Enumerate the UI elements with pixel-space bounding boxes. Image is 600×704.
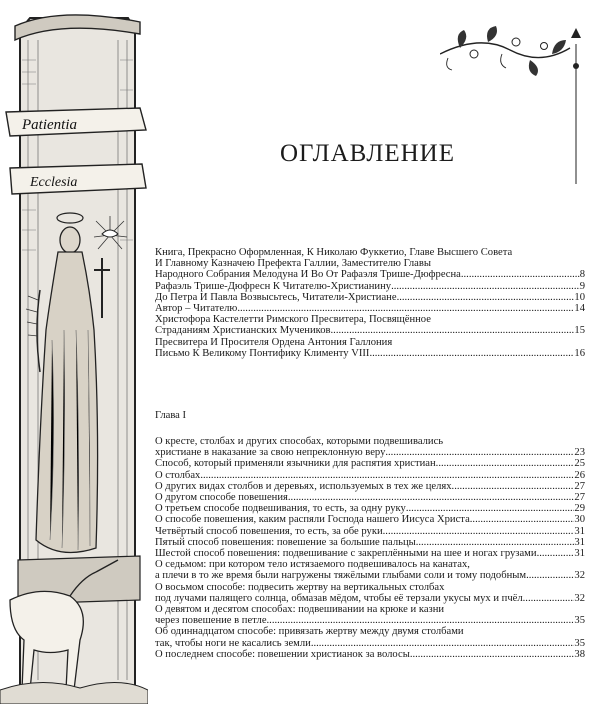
toc-entry[interactable] (155, 337, 585, 359)
toc-page-number: 32 (574, 570, 585, 582)
toc-entry[interactable] (155, 514, 585, 525)
toc-entry-line: Четвёртый способ повешения, то есть, за обе руки (155, 525, 383, 537)
toc-page-number: 16 (574, 347, 585, 359)
toc-entry-line: так, чтобы ноги не касались земли (155, 637, 311, 649)
toc-page-number: 27 (574, 492, 585, 504)
toc-page-number: 29 (574, 503, 585, 515)
toc-page-number: 31 (574, 525, 585, 537)
toc-entry[interactable] (155, 458, 585, 469)
toc-entry[interactable] (155, 436, 585, 458)
toc-entry-line: Пресвитера И Просителя Ордена Антония Галлония (155, 336, 393, 348)
toc-entry-line: христиане в наказание за свою непреклонную веру (155, 447, 386, 459)
toc-entry-line: Христофора Кастелетти Римского Пресвитера, Посвящённое (155, 314, 431, 326)
banner-bottom-text: Ecclesia (30, 175, 78, 190)
toc-entry-line: О другом способе повешения (155, 492, 288, 504)
toc-entry-line: Рафаэль Трише-Дюфресн К Читателю-Христианину (155, 280, 392, 292)
toc-entry[interactable] (155, 537, 585, 548)
front-matter-list (155, 247, 585, 359)
toc-entry[interactable] (155, 503, 585, 514)
toc-entry-line: О других видах столбов и деревьях, используемых в тех же целях (155, 480, 452, 492)
toc-entry-line: Шестой способ повешения: подвешивание с закреплёнными на шее и ногах грузами (155, 548, 537, 560)
toc-entry-line: Страданиям Христианских Мучеников (155, 325, 331, 337)
toc-entry-line: Народного Собрания Мелодуна И Во От Рафаэля Трише-Дюфресна (155, 269, 461, 281)
toc-page-number: 31 (574, 536, 585, 548)
toc-page-number: 35 (574, 615, 585, 627)
toc-entry[interactable] (155, 492, 585, 503)
toc-entry-line: О способе повешения, каким распяли Господа нашего Иисуса Христа (155, 514, 470, 526)
chapter-heading: Глава I (155, 410, 187, 421)
toc-entry-line: под лучами палящего солнца, обмазав мёдом, чтобы её терзали укусы мух и пчёл (155, 592, 523, 604)
toc-entry-line: И Главному Казначею Префекта Галлии, Заместителю Главы (155, 258, 432, 270)
toc-entry-line: Письмо К Великому Понтифику Клименту VIII (155, 347, 370, 359)
toc-entry[interactable] (155, 649, 585, 660)
toc-page-number: 25 (574, 458, 585, 470)
toc-entry-line: Пятый способ повешения: повешение за большие пальцы (155, 536, 416, 548)
toc-entry[interactable] (155, 470, 585, 481)
toc-entry[interactable] (155, 303, 585, 314)
toc-page-number: 35 (574, 637, 585, 649)
toc-page-number: 8 (579, 269, 585, 281)
toc-entry-line: Книга, Прекрасно Оформленная, К Николаю Фуккетио, Главе Высшего Совета (155, 247, 513, 258)
toc-page-number: 15 (574, 325, 585, 337)
chapter-entries-list (155, 436, 585, 660)
toc-entry-line: О девятом и десятом способах: подвешивании на крюке и казни (155, 604, 445, 616)
toc-page-number: 32 (574, 592, 585, 604)
toc-entry[interactable] (155, 559, 585, 581)
toc-entry[interactable] (155, 526, 585, 537)
toc-entry-line: О столбах (155, 469, 201, 481)
toc-page-number: 10 (574, 291, 585, 303)
toc-page-number: 30 (574, 514, 585, 526)
floral-ornament (440, 24, 588, 192)
toc-entry[interactable] (155, 626, 585, 648)
toc-page-number: 23 (574, 447, 585, 459)
toc-entry-line: О третьем способе подвешивания, то есть, за одну руку (155, 503, 406, 515)
toc-entry-line: Способ, который применяли язычники для распятия христиан (155, 458, 436, 470)
toc-entry-line: а плечи в то же время были нагружены тяжёлыми глыбами соли и тому подобным (155, 570, 527, 582)
toc-entry-line: О последнем способе: повешении христианок за волосы (155, 648, 410, 660)
toc-entry[interactable] (155, 247, 585, 281)
toc-entry[interactable] (155, 314, 585, 336)
toc-entry-line: О седьмом: при котором тело истязаемого подвешивалось на канатах, (155, 559, 470, 571)
toc-page-number: 14 (574, 303, 585, 315)
toc-entry-line: До Петра И Павла Возвысьтесь, Читатели-Христиане (155, 291, 397, 303)
engraving-illustration (0, 0, 148, 704)
toc-page-number: 26 (574, 469, 585, 481)
banner-top-text: Patientia (22, 117, 77, 133)
toc-entry-line: Об одиннадцатом способе: привязать жертву между двумя столбами (155, 626, 464, 638)
toc-entry[interactable] (155, 604, 585, 626)
toc-entry-line: О кресте, столбах и других способах, которыми подвешивались (155, 436, 444, 447)
toc-entry-line: через повешение в петле (155, 615, 267, 627)
toc-page-number: 31 (574, 548, 585, 560)
toc-entry-line: Автор – Читателю (155, 303, 238, 315)
toc-page-number: 9 (579, 280, 585, 292)
toc-entry[interactable] (155, 582, 585, 604)
toc-entry[interactable] (155, 292, 585, 303)
toc-page-number: 38 (574, 648, 585, 660)
toc-entry[interactable] (155, 281, 585, 292)
toc-entry-line: О восьмом способе: подвесить жертву на вертикальных столбах (155, 581, 445, 593)
toc-page-number: 27 (574, 480, 585, 492)
page-title: ОГЛАВЛЕНИЕ (280, 140, 455, 167)
toc-entry[interactable] (155, 481, 585, 492)
toc-entry[interactable] (155, 548, 585, 559)
